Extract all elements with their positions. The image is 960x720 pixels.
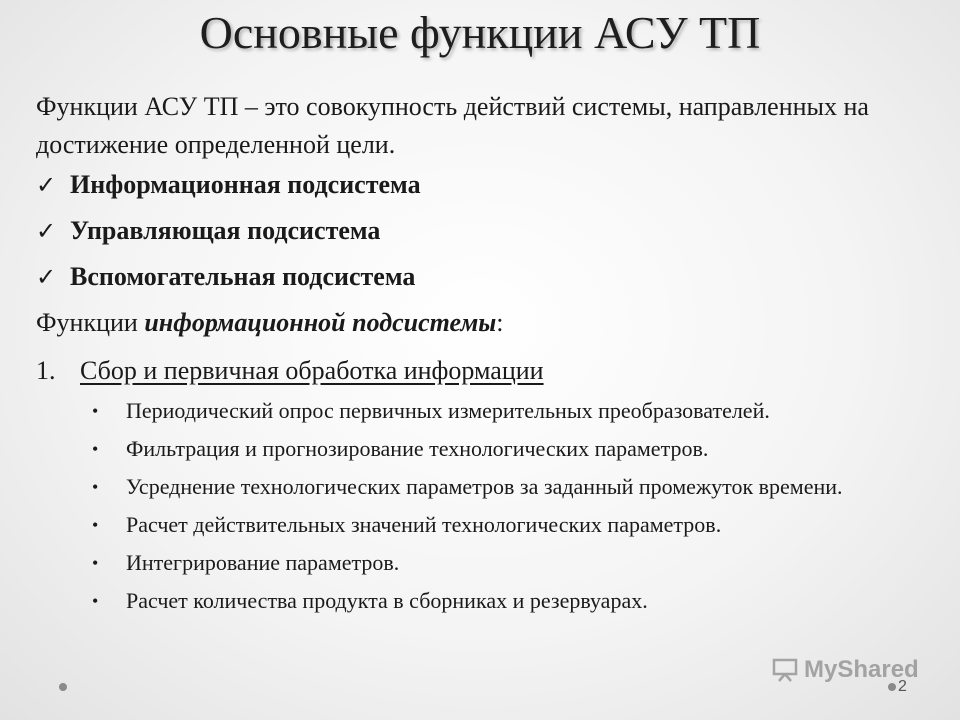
presentation-board-icon (772, 658, 798, 682)
functions-heading-suffix: : (496, 308, 504, 337)
list-item (92, 548, 926, 578)
bullet-icon: • (92, 553, 99, 573)
slide-content (36, 88, 926, 624)
functions-heading-emphasis: информационной подсистемы (144, 308, 497, 337)
list-item (36, 262, 926, 292)
subsystem-label: Вспомогательная подсистема (70, 262, 416, 291)
bullet-text: Усреднение технологических параметров за заданный промежуток времени. (126, 474, 843, 499)
item-number: 1. (36, 356, 56, 385)
numbered-item (36, 356, 926, 386)
functions-heading-prefix: Функции (36, 308, 145, 337)
bullet-list (36, 396, 926, 616)
subsystem-list (36, 170, 926, 292)
page-number: 2 (898, 678, 907, 695)
list-item (92, 396, 926, 426)
list-item (92, 510, 926, 540)
watermark-text: MyShared (804, 656, 919, 683)
footer-dot-left (59, 683, 67, 691)
bullet-text: Периодический опрос первичных измерительных преобразователей. (126, 398, 770, 423)
list-item (36, 170, 926, 200)
intro-text: Функции АСУ ТП – это совокупность действий системы, направленных на достижение определенной цели. (36, 92, 869, 159)
watermark-logo (772, 656, 919, 684)
subsystem-label: Управляющая подсистема (70, 216, 381, 245)
numbered-item-text: Сбор и первичная обработка информации (80, 356, 544, 385)
bullet-text: Фильтрация и прогнозирование технологических параметров. (126, 436, 709, 461)
subsystem-label: Информационная подсистема (70, 170, 421, 199)
list-item (36, 216, 926, 246)
bullet-icon: • (92, 401, 99, 421)
slide-title: Основные функции АСУ ТП (199, 7, 761, 58)
bullet-icon: • (92, 439, 99, 459)
checkmark-icon: ✓ (36, 263, 57, 291)
bullet-text: Интегрирование параметров. (126, 550, 400, 575)
list-item (92, 472, 926, 502)
functions-heading (36, 308, 926, 338)
bullet-icon: • (92, 591, 99, 611)
list-item (92, 586, 926, 616)
list-item (92, 434, 926, 464)
checkmark-icon: ✓ (36, 171, 57, 199)
checkmark-icon: ✓ (36, 217, 57, 245)
footer-dot-right (888, 683, 896, 691)
bullet-text: Расчет количества продукта в сборниках и резервуарах. (126, 588, 648, 613)
bullet-icon: • (92, 477, 99, 497)
bullet-icon: • (92, 515, 99, 535)
bullet-text: Расчет действительных значений технологических параметров. (126, 512, 722, 537)
